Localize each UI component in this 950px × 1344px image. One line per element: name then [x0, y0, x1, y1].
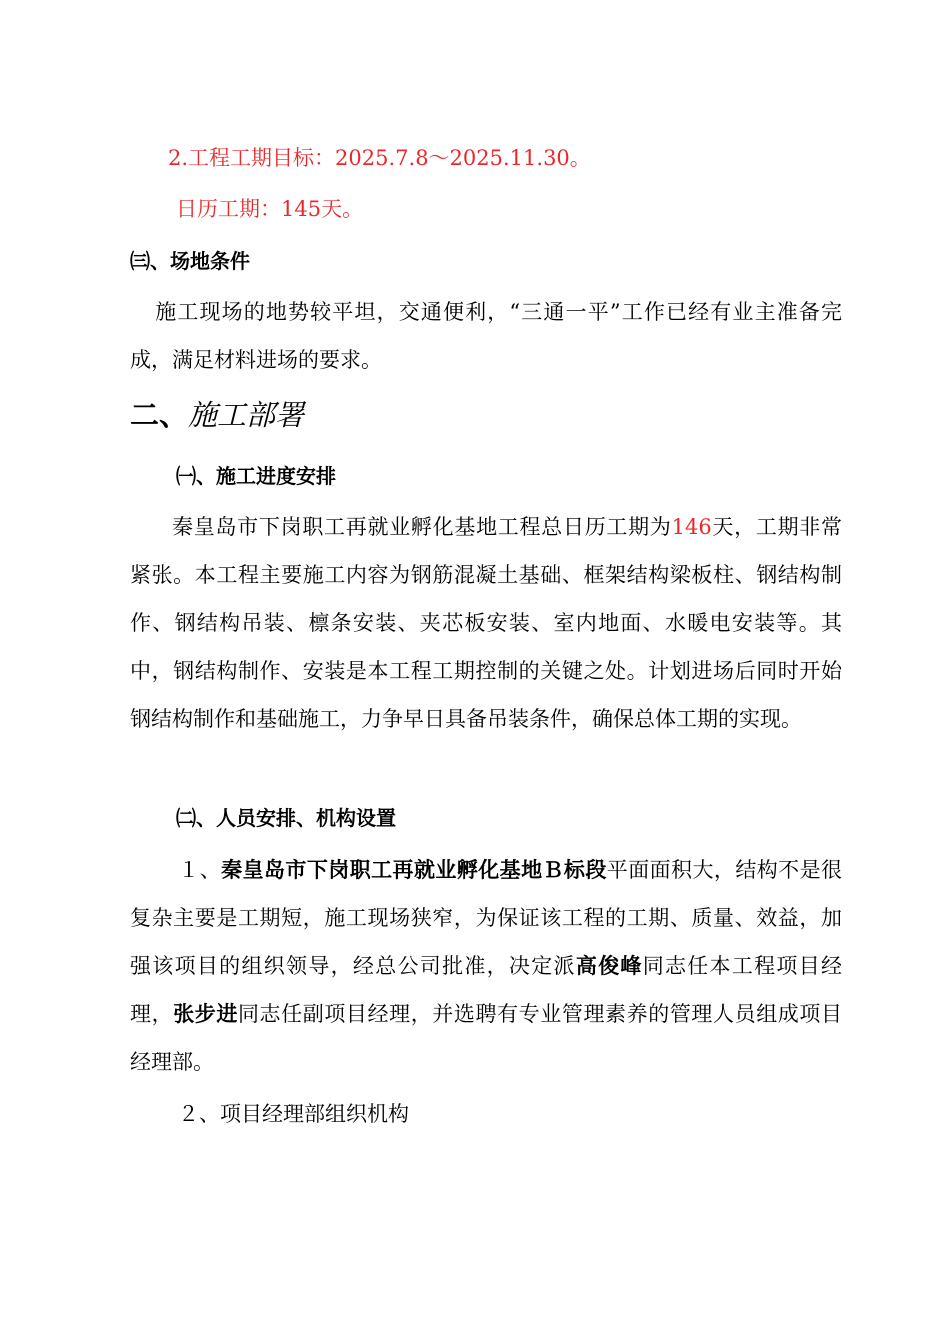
- progress-text-before: 秦皇岛市下岗职工再就业孵化基地工程总日历工期为: [172, 515, 672, 539]
- staff-p1-manager: 高俊峰: [575, 954, 643, 978]
- staff-heading: ㈡、人员安排、机构设置: [176, 806, 396, 830]
- progress-text-after: 天，工期非常紧张。本工程主要施工内容为钢筋混凝土基础、框架结构梁板柱、钢结构制作、钢结构吊装、檩条安装、夹芯板安装、室内地面、水暖电安装等。其中，钢结构制作、安装是本工程工期控制的关键之处。计划进场后同时开始钢结构制作和基础施工，力争早日具备吊装条件，确保总体工期的实现。: [130, 515, 843, 731]
- staff-p1-prefix: １、: [178, 858, 222, 882]
- schedule-target-line: 2.工程工期目标：2025.7.8～2025.11.30。: [168, 146, 591, 170]
- section-title: 施工部署: [188, 398, 305, 432]
- progress-paragraph: [130, 503, 842, 743]
- site-conditions-heading: ㈢、场地条件: [130, 249, 250, 273]
- staff-p1-text3: 同志任副项目经理，并选聘有专业管理素养的管理人员组成项目经理部。: [130, 1002, 842, 1074]
- staff-paragraph-2: ２、项目经理部组织机构: [178, 1102, 409, 1126]
- site-conditions-paragraph: 施工现场的地势较平坦，交通便利，“三通一平”工作已经有业主准备完成，满足材料进场的要求。: [130, 300, 842, 372]
- staff-p1-deputy: 张步进: [173, 1002, 238, 1026]
- staff-p1-project: 秦皇岛市下岗职工再就业孵化基地Ｂ标段: [221, 858, 607, 882]
- calendar-days-line: 日历工期：145天。: [176, 197, 364, 221]
- progress-heading: ㈠、施工进度安排: [176, 464, 336, 488]
- staff-paragraph-1: [130, 846, 842, 1086]
- section-number: 二、: [130, 398, 189, 432]
- staff-p1-text2: 同志任本工程项目经理，: [130, 954, 843, 1026]
- progress-days: 146: [671, 515, 712, 539]
- section-heading-deployment: [130, 398, 304, 432]
- staff-p1-text1: 平面面积大，结构不是很复杂主要是工期短，施工现场狭窄，为保证该工程的工期、质量、效益，加强该项目的组织领导，经总公司批准，决定派: [130, 858, 843, 978]
